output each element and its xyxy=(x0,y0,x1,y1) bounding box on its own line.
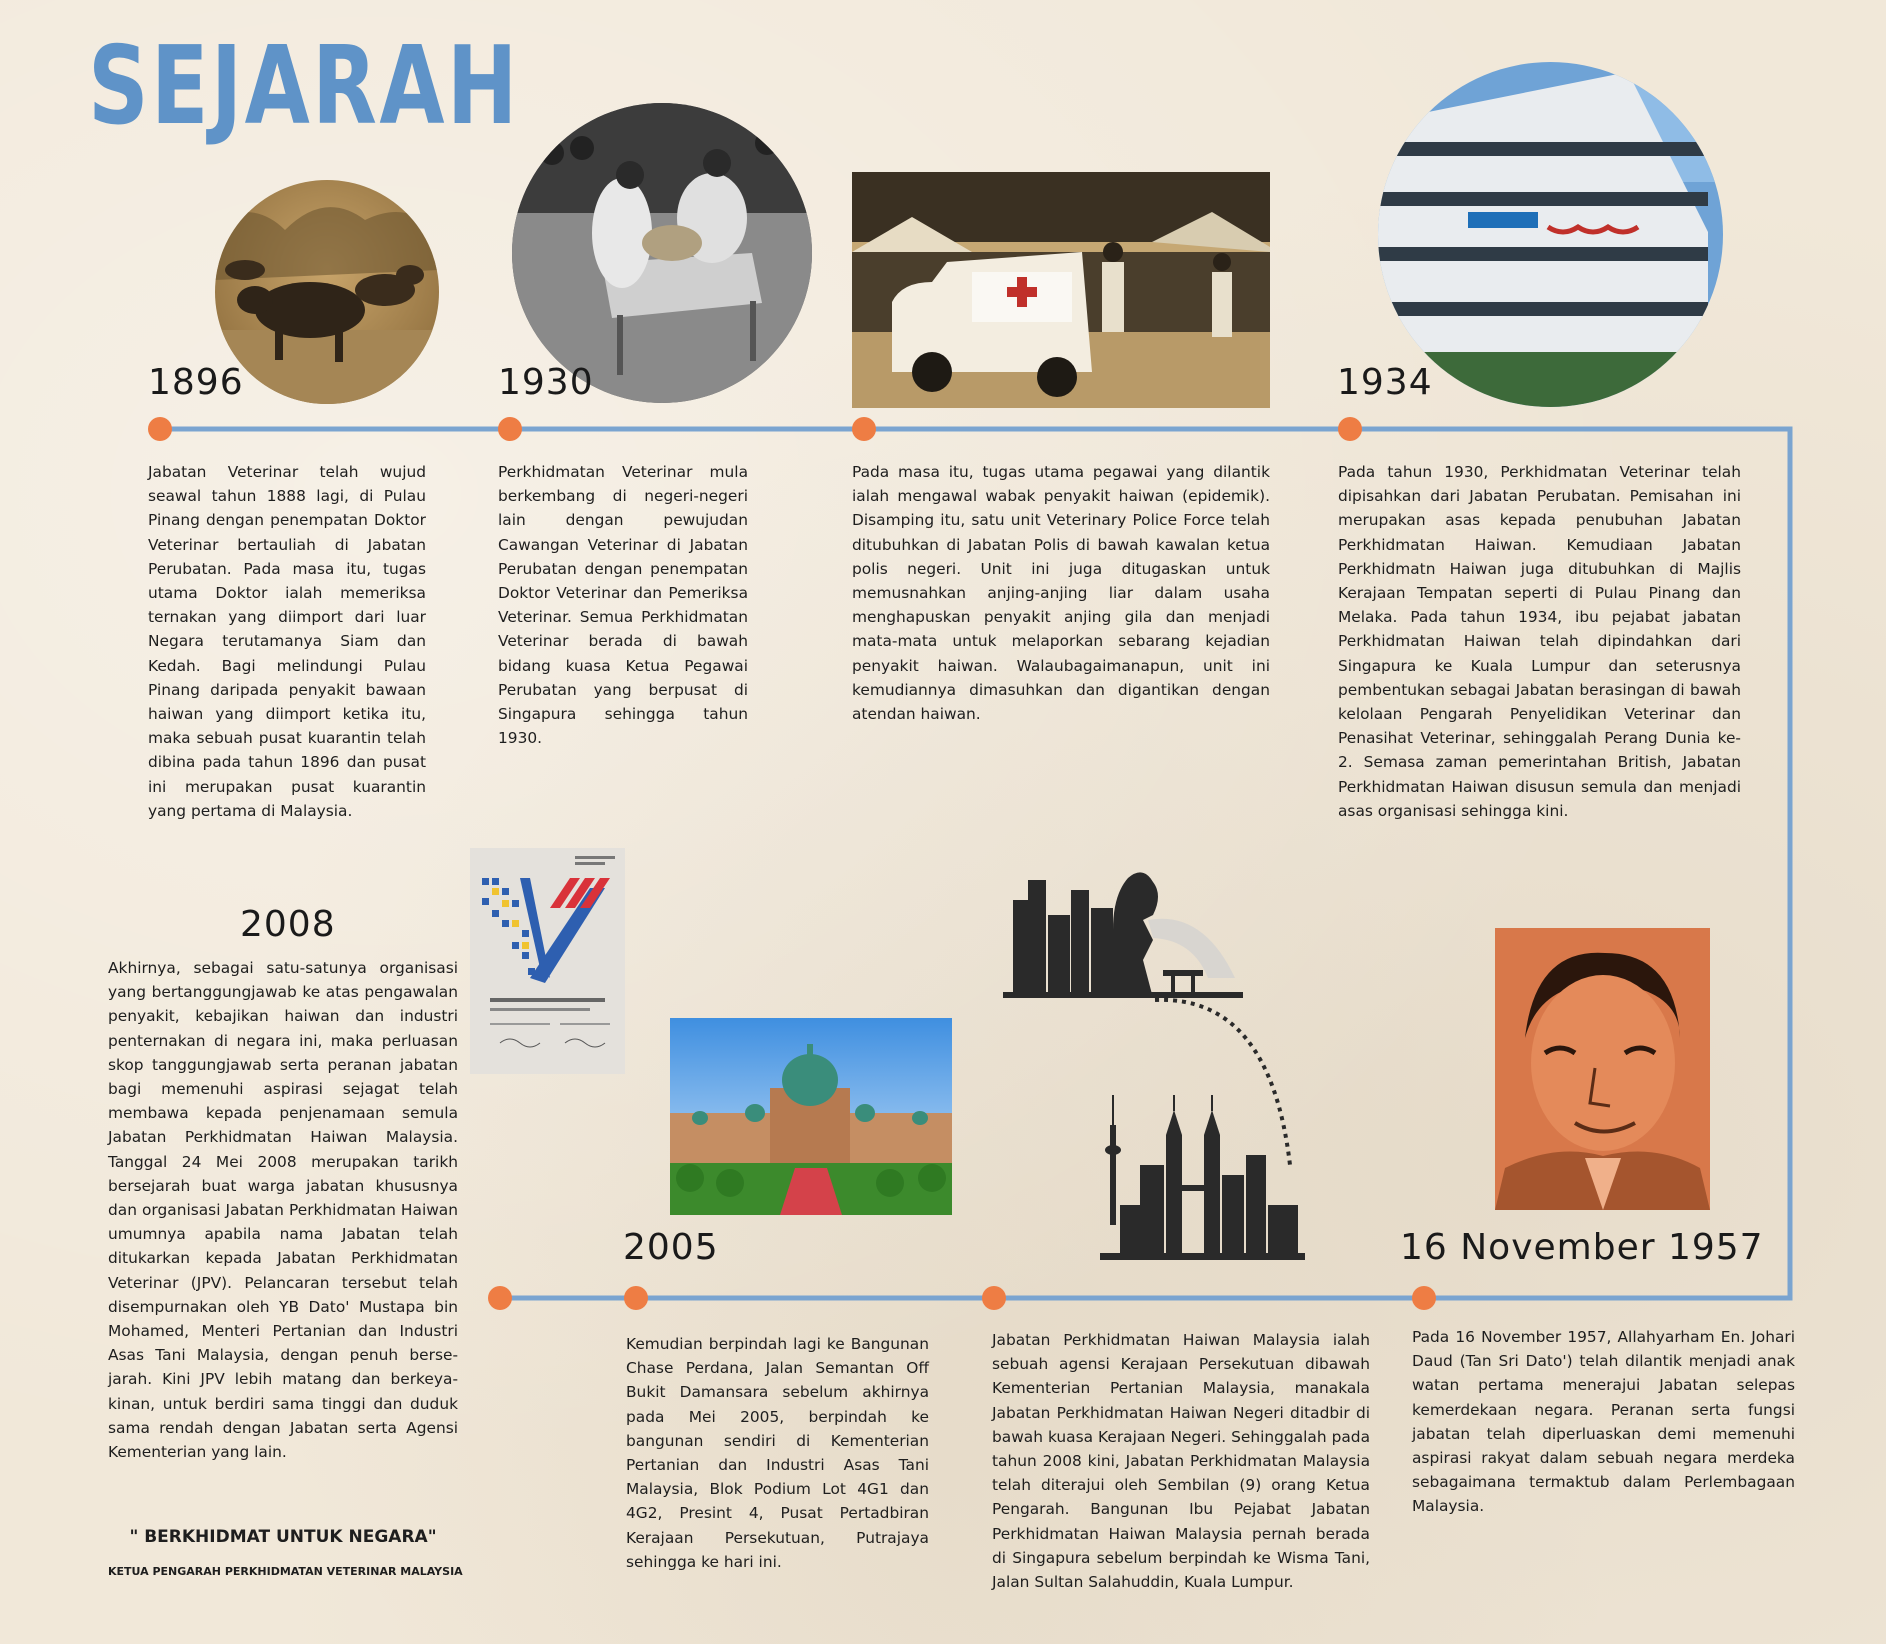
year-1934: 1934 xyxy=(1337,362,1433,403)
singapore-skyline-icon xyxy=(1003,860,1243,1000)
text-agency: Jabatan Perkhidmatan Haiwan Malaysia ialah sebuah agensi Kerajaan Persekutuan dibawah Kementerian Pertanian Malaysia, manakala Jabatan Perkhidmatan Haiwan Negeri ditadbir di bawah kuasa Kerajaan Negeri. Sehinggalah pada tahun 2008 kini, Jabatan Perkhidmatan Malaysia telah diterajui oleh Sembilan (9) orang Ketua Pengarah. Bangunan Ibu Pejabat Jabatan Perkhidmatan Haiwan Malaysia pernah berada di Singapura sebelum berpindah ke Wisma Tani, Jalan Sultan Salahuddin, Kuala Lumpur. xyxy=(992,1331,1370,1592)
year-1957: 16 November 1957 xyxy=(1400,1227,1764,1268)
cattle-photo-icon xyxy=(215,180,439,404)
putrajaya-building-photo-icon xyxy=(670,1018,952,1215)
text-1957: Pada 16 November 1957, Allahyarham En. Johari Daud (Tan Sri Dato') telah dilantik menjadi anak watan pertama menerajui Jabatan selepas kemerdekaan negara. Peranan serta fungsi jabatan telah diperluaskan demi memenuhi aspirasi rakyat dalam sebuah negara merdeka sebagaimana termaktub dalam Perlembagaan Malaysia. xyxy=(1412,1328,1795,1516)
timeline-dot-2005 xyxy=(624,1286,648,1310)
text-1896: Jabatan Veterinar telah wujud seawal tahun 1888 lagi, di Pulau Pinang dengan penempatan Doktor Veterinar bertauliah di Jabatan Perubatan. Pada masa itu, tugas utama Doktor ialah memeriksa ternakan yang diimport dari luar Negara terutamanya Siam dan Kedah. Bagi melindungi Pulau Pinang daripada penyakit bawaan haiwan yang diimport ketika itu, maka sebuah pusat kuarantin telah dibina pada tahun 1896 dan pusat ini merupakan pusat kuarantin yang pertama di Malaysia. xyxy=(148,463,426,820)
timeline-dot-1934 xyxy=(1338,417,1362,441)
year-2008: 2008 xyxy=(240,904,336,945)
kuala-lumpur-skyline-icon xyxy=(1100,1095,1305,1260)
portrait-photo-icon xyxy=(1495,928,1710,1210)
office-building-photo-icon xyxy=(1378,62,1723,407)
year-2005: 2005 xyxy=(623,1227,719,1268)
vet-ambulance-photo-icon xyxy=(852,172,1270,408)
jpv-logo-document-icon xyxy=(470,848,625,1074)
timeline-dot-agency xyxy=(982,1286,1006,1310)
text-1930: Perkhidmatan Veterinar mula berkembang di negeri-negeri lain dengan pewujudan Cawangan Veterinar di Jabatan Perubatan dengan penempatan Doktor Veterinar dan Pemeriksa Veterinar. Semua Perkhidmatan Veterinar berada di bawah bidang kuasa Ketua Pegawai Perubatan yang berpusat di Singapura sehingga tahun 1930. xyxy=(498,463,748,748)
text-veterinary-police: Pada masa itu, tugas utama pegawai yang dilantik ialah mengawal wabak penyakit haiwan (epidemik). Disamping itu, satu unit Veterinary Police Force telah ditubuhkan di Jabatan Polis di bawah kawalan ketua polis negeri. Unit ini juga ditugaskan untuk memusnahkan anjing-anjing liar dalam usaha menghapuskan penyakit anjing gila dan menjadi mata-mata untuk melaporkan sebarang kejadian penyakit haiwan. Walaubagaimanapun, unit ini kemudiannya dimasuhkan dan digantikan dengan atendan haiwan. xyxy=(852,463,1270,724)
year-1896: 1896 xyxy=(148,362,244,403)
timeline-dot-1930 xyxy=(498,417,522,441)
year-1930: 1930 xyxy=(498,362,594,403)
timeline-dot-unit xyxy=(852,417,876,441)
page-title: SEJARAH xyxy=(88,24,520,149)
text-2005: Kemudian berpindah lagi ke Bangunan Chase Perdana, Jalan Semantan Off Bukit Damansara sebelum akhirnya pada Mei 2005, berpindah ke bangunan sendiri di Kementerian Pertanian dan Industri Asas Tani Malaysia, Blok Podium Lot 4G1 dan 4G2, Presint 4, Pusat Pertadbiran Kerajaan Persekutuan, Putrajaya sehingga ke hari ini. xyxy=(626,1335,929,1571)
timeline-dot-1957 xyxy=(1412,1286,1436,1310)
timeline-dot-2008 xyxy=(488,1286,512,1310)
text-2008: Akhirnya, sebagai satu-satunya organisasi yang bertanggungjawab ke atas pengawalan penyakit, kebajikan haiwan dan industri penternakan di negara ini, maka perluasan skop tanggungjawab serta peranan jabatan bagi memenuhi aspirasi sejagat telah membawa kepada penjenamaan semula Jabatan Perkhidmatan Haiwan Malaysia. Tanggal 24 Mei 2008 merupakan tarikh bersejarah buat warga jabatan khususnya dan organisasi Jabatan Perkhidmatan Haiwan umumnya apabila nama Jabatan telah ditukarkan kepada Jabatan Perkhidmatan Veterinar (JPV). Pelancaran tersebut telah disempurnakan oleh YB Dato' Mustapa bin Mohamed, Menteri Pertanian dan Industri Asas Tani Malaysia, dengan penuh bersejarah. Kini JPV lebih matang dan berkeyakinan, untuk berdiri sama tinggi dan duduk sama rendah dengan Jabatan serta Agensi Kementerian yang lain. xyxy=(108,959,458,1462)
timeline-dot-1896 xyxy=(148,417,172,441)
text-1934: Pada tahun 1930, Perkhidmatan Veterinar telah dipisahkan dari Jabatan Perubatan. Pemisahan ini merupakan asas kepada penubuhan Jabatan Perkhidmatan Haiwan. Kemudiaan Jabatan Perkhidmatn Haiwan juga ditubuhkan di Majlis Kerajaan Tempatan seperti di Pulau Pinang dan Melaka. Pada tahun 1934, ibu pejabat jabatan Perkhidmatan Haiwan telah dipindahkan dari Singapura ke Kuala Lumpur dan seterusnya pembentukan sebagai Jabatan berasingan di bawah kelolaan Pengarah Penyelidikan Veterinar dan Penasihat Veterinar, sehinggalah Perang Dunia ke-2. Semasa zaman pemerintahan British, Jabatan Perkhidmatan Haiwan disusun semula dan menjadi asas organisasi sehingga kini. xyxy=(1338,463,1741,820)
vet-examination-photo-icon xyxy=(512,103,812,403)
signature-line: KETUA PENGARAH PERKHIDMATAN VETERINAR MALAYSIA xyxy=(108,1565,463,1578)
motto-quote: " BERKHIDMAT UNTUK NEGARA" xyxy=(129,1527,437,1547)
